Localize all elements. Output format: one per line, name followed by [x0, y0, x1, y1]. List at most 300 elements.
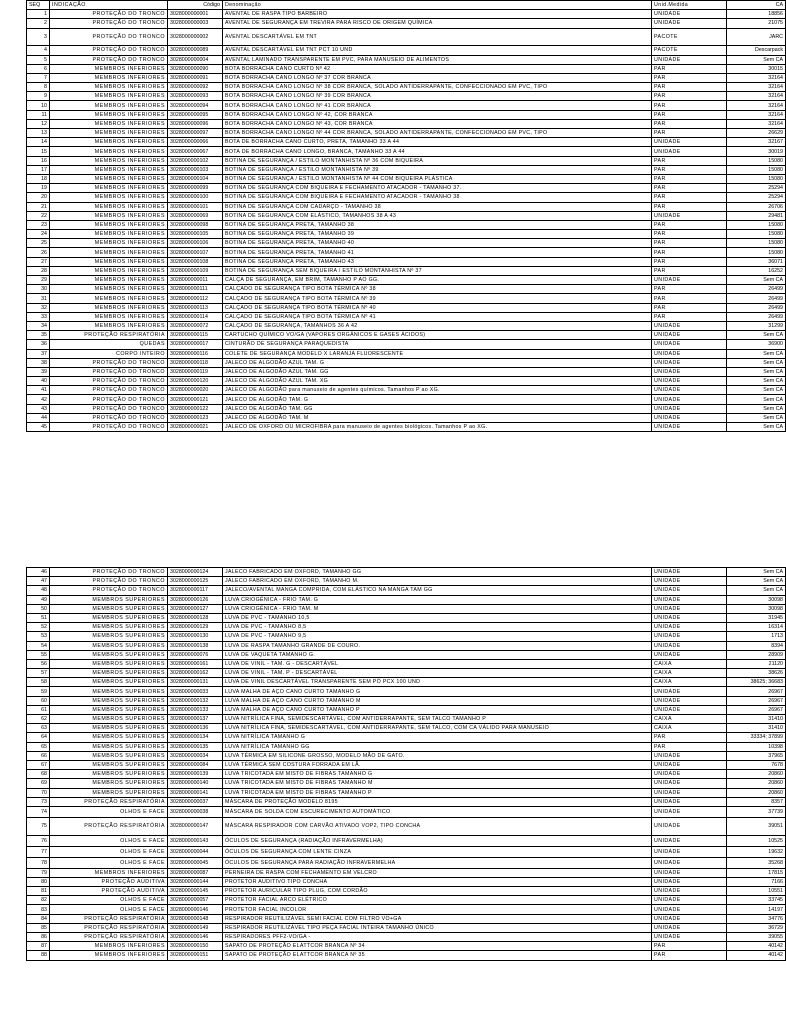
cell-seq: 50: [27, 604, 50, 613]
cell-ca: 15080: [727, 156, 786, 165]
cell-codigo: 3028000000112: [168, 294, 223, 303]
cell-codigo: 3028000000087: [168, 868, 223, 877]
cell-seq: 22: [27, 211, 50, 220]
table-row: [27, 349, 786, 358]
cell-indicacao: MEMBROS INFERIORES: [50, 220, 168, 229]
cell-indicacao: QUEDAS: [50, 340, 168, 349]
cell-unid-medida: UNIDADE: [652, 760, 727, 769]
cell-codigo: 3028000000076: [168, 650, 223, 659]
cell-ca: Sem CA: [727, 404, 786, 413]
cell-ca: Sem CA: [727, 276, 786, 285]
cell-codigo: 3028000000145: [168, 887, 223, 896]
cell-denominacao: CINTURÃO DE SEGURANÇA PARAQUEDISTA: [223, 340, 652, 349]
table-row: [27, 568, 786, 577]
cell-indicacao: MEMBROS INFERIORES: [50, 156, 168, 165]
cell-denominacao: SAPATO DE PROTEÇÃO ELATTCOR BRANCA Nº 34: [223, 942, 652, 951]
cell-seq: 64: [27, 733, 50, 742]
cell-seq: 46: [27, 568, 50, 577]
cell-indicacao: PROTEÇÃO DO TRONCO: [50, 46, 168, 55]
table-row: [27, 294, 786, 303]
cell-seq: 16: [27, 156, 50, 165]
cell-indicacao: MEMBROS INFERIORES: [50, 110, 168, 119]
cell-seq: 7: [27, 73, 50, 82]
cell-ca: 32164: [727, 92, 786, 101]
cell-codigo: 3028000000126: [168, 595, 223, 604]
cell-unid-medida: UNIDADE: [652, 147, 727, 156]
cell-indicacao: PROTEÇÃO RESPIRATÓRIA: [50, 932, 168, 941]
cell-unid-medida: UNIDADE: [652, 340, 727, 349]
cell-denominacao: AVENTAL DE RASPA TIPO BARBEIRO: [223, 10, 652, 19]
cell-unid-medida: UNIDADE: [652, 367, 727, 376]
cell-denominacao: JALECO/AVENTAL MANGA COMPRIDA, COM ELÁSTICO NA MANGA TAM GG: [223, 586, 652, 595]
cell-codigo: 3028000000098: [168, 220, 223, 229]
cell-denominacao: LUVA TÉRMICA EM SILICONE GROSSO, MODELO MÃO DE GATO.: [223, 751, 652, 760]
table-row: [27, 650, 786, 659]
cell-codigo: 3028000000002: [168, 28, 223, 46]
table-row: [27, 586, 786, 595]
cell-denominacao: LUVA MALHA DE AÇO CANO CURTO TAMANHO G: [223, 687, 652, 696]
cell-codigo: 3028000000100: [168, 193, 223, 202]
cell-indicacao: OLHOS E FACE: [50, 846, 168, 857]
cell-denominacao: ÓCULOS DE SEGURANÇA PARA RADIAÇÃO INFRAVERMELHA: [223, 857, 652, 868]
cell-codigo: 3028000000044: [168, 846, 223, 857]
cell-seq: 26: [27, 248, 50, 257]
cell-ca: 20860: [727, 788, 786, 797]
cell-seq: 27: [27, 257, 50, 266]
cell-ca: 32164: [727, 83, 786, 92]
cell-ca: 37739: [727, 806, 786, 817]
cell-seq: 59: [27, 687, 50, 696]
cell-seq: 69: [27, 779, 50, 788]
cell-codigo: 3028000000116: [168, 349, 223, 358]
cell-indicacao: PROTEÇÃO RESPIRATÓRIA: [50, 817, 168, 835]
cell-indicacao: OLHOS E FACE: [50, 835, 168, 846]
cell-seq: 34: [27, 321, 50, 330]
header-seq: SEQ: [27, 1, 50, 10]
cell-unid-medida: UNIDADE: [652, 358, 727, 367]
cell-ca: 10551: [727, 887, 786, 896]
cell-unid-medida: PAR: [652, 129, 727, 138]
table-row: [27, 165, 786, 174]
table-row: [27, 423, 786, 432]
table-header: [27, 1, 786, 10]
cell-codigo: 3028000000123: [168, 413, 223, 422]
table-row: [27, 28, 786, 46]
cell-denominacao: BOTA BORRACHA CANO LONGO Nº 38 COR BRANCA, SOLADO ANTIDERRAPANTE, CONFECCIONADO EM PVC, TIPO: [223, 83, 652, 92]
cell-denominacao: RESPIRADORES PFF2-VO/GA -: [223, 932, 652, 941]
table-row: [27, 276, 786, 285]
table-row: [27, 914, 786, 923]
table-row: [27, 951, 786, 960]
table-row: [27, 321, 786, 330]
table-row: [27, 83, 786, 92]
cell-codigo: 3028000000090: [168, 64, 223, 73]
cell-seq: 1: [27, 10, 50, 19]
table-row: [27, 367, 786, 376]
epi-table-part-2: [26, 567, 786, 961]
table-row: [27, 760, 786, 769]
cell-seq: 81: [27, 887, 50, 896]
cell-codigo: 3028000000102: [168, 156, 223, 165]
table-row: [27, 715, 786, 724]
cell-unid-medida: UNIDADE: [652, 331, 727, 340]
cell-unid-medida: UNIDADE: [652, 55, 727, 64]
table-row: [27, 877, 786, 886]
cell-unid-medida: PAR: [652, 257, 727, 266]
cell-unid-medida: PAR: [652, 239, 727, 248]
cell-indicacao: MEMBROS INFERIORES: [50, 83, 168, 92]
cell-denominacao: JALECO DE ALGODÃO AZUL TAM. G: [223, 358, 652, 367]
cell-indicacao: MEMBROS SUPERIORES: [50, 779, 168, 788]
table-row: [27, 174, 786, 183]
cell-indicacao: MEMBROS INFERIORES: [50, 868, 168, 877]
cell-indicacao: MEMBROS INFERIORES: [50, 239, 168, 248]
cell-denominacao: AVENTAL DE SEGURANÇA EM TREVIRA PARA RISCO DE ORIGEM QUÍMICA: [223, 19, 652, 28]
cell-unid-medida: PACOTE: [652, 46, 727, 55]
cell-indicacao: MEMBROS SUPERIORES: [50, 659, 168, 668]
cell-codigo: 3028000000150: [168, 942, 223, 951]
cell-unid-medida: PAR: [652, 119, 727, 128]
table-row: [27, 303, 786, 312]
cell-codigo: 3028000000161: [168, 659, 223, 668]
cell-unid-medida: UNIDADE: [652, 788, 727, 797]
cell-unid-medida: CAIXA: [652, 669, 727, 678]
cell-ca: 36071: [727, 257, 786, 266]
cell-unid-medida: CAIXA: [652, 724, 727, 733]
table-row: [27, 404, 786, 413]
cell-codigo: 3028000000147: [168, 817, 223, 835]
cell-denominacao: PROTETOR AURICULAR TIPO PLUG, COM CORDÃO: [223, 887, 652, 896]
cell-ca: 8357: [727, 797, 786, 806]
cell-indicacao: MEMBROS SUPERIORES: [50, 715, 168, 724]
cell-denominacao: BOTA BORRACHA CANO LONGO Nº 44 COR BRANCA, SOLADO ANTIDERRAPANTE, CONFECCIONADO EM PVC, TIPO: [223, 129, 652, 138]
table-row: [27, 239, 786, 248]
cell-ca: 30098: [727, 604, 786, 613]
cell-denominacao: CARTUCHO QUÍMICO VO/GA (VAPORES ORGÂNICOS E GASES ÁCIDOS): [223, 331, 652, 340]
cell-ca: 30015: [727, 64, 786, 73]
cell-ca: Sem CA: [727, 423, 786, 432]
cell-ca: 15080: [727, 165, 786, 174]
cell-indicacao: PROTEÇÃO RESPIRATÓRIA: [50, 797, 168, 806]
cell-seq: 86: [27, 932, 50, 941]
cell-ca: Sem CA: [727, 577, 786, 586]
cell-indicacao: MEMBROS INFERIORES: [50, 248, 168, 257]
cell-ca: Sem CA: [727, 55, 786, 64]
cell-codigo: 3028000000045: [168, 857, 223, 868]
cell-codigo: 3028000000131: [168, 678, 223, 687]
cell-codigo: 3028000000106: [168, 239, 223, 248]
cell-indicacao: MEMBROS INFERIORES: [50, 285, 168, 294]
cell-denominacao: BOTINA DE SEGURANÇA COM BIQUEIRA E FECHAMENTO ATACADOR - TAMANHO 38: [223, 193, 652, 202]
cell-ca: 31945: [727, 613, 786, 622]
cell-seq: 68: [27, 770, 50, 779]
cell-ca: 40142: [727, 951, 786, 960]
cell-seq: 23: [27, 220, 50, 229]
table-row: [27, 751, 786, 760]
cell-denominacao: LUVA TRICOTADA EM MISTO DE FIBRAS TAMANHO P: [223, 788, 652, 797]
cell-unid-medida: UNIDADE: [652, 138, 727, 147]
cell-seq: 44: [27, 413, 50, 422]
cell-unid-medida: PACOTE: [652, 28, 727, 46]
cell-denominacao: LUVA DE VAQUETA TAMANHO G.: [223, 650, 652, 659]
cell-codigo: 3028000000057: [168, 896, 223, 905]
cell-seq: 6: [27, 64, 50, 73]
cell-seq: 3: [27, 28, 50, 46]
cell-denominacao: BOTA DE BORRACHA CANO LONGO, BRANCA, TAMANHO 33 A 44: [223, 147, 652, 156]
cell-indicacao: MEMBROS INFERIORES: [50, 257, 168, 266]
cell-codigo: 3028000000097: [168, 129, 223, 138]
cell-denominacao: MÁSCARA DE SOLDA COM ESCURECIMENTO AUTOMÁTICO: [223, 806, 652, 817]
cell-codigo: 3028000000011: [168, 276, 223, 285]
cell-denominacao: PERNEIRA DE RASPA COM FECHAMENTO EM VELCRO: [223, 868, 652, 877]
cell-indicacao: MEMBROS INFERIORES: [50, 303, 168, 312]
cell-indicacao: MEMBROS INFERIORES: [50, 184, 168, 193]
cell-indicacao: PROTEÇÃO DO TRONCO: [50, 413, 168, 422]
cell-codigo: 3028000000020: [168, 386, 223, 395]
cell-denominacao: BOTA BORRACHA CANO CURTO Nº 42: [223, 64, 652, 73]
cell-seq: 45: [27, 423, 50, 432]
cell-codigo: 3028000000151: [168, 951, 223, 960]
cell-unid-medida: PAR: [652, 64, 727, 73]
cell-seq: 36: [27, 340, 50, 349]
cell-indicacao: MEMBROS SUPERIORES: [50, 724, 168, 733]
cell-seq: 83: [27, 905, 50, 914]
cell-seq: 31: [27, 294, 50, 303]
cell-indicacao: PROTEÇÃO RESPIRATÓRIA: [50, 914, 168, 923]
cell-codigo: 3028000000105: [168, 230, 223, 239]
cell-ca: 7678: [727, 760, 786, 769]
cell-indicacao: MEMBROS INFERIORES: [50, 119, 168, 128]
cell-indicacao: MEMBROS INFERIORES: [50, 321, 168, 330]
cell-denominacao: LUVA NITRÍLICA FINA, SEMIDESCARTÁVEL, COM ANTIDERRAPANTE, SEM TALCO, COM CA VÁLIDO PARA MANUSEIO: [223, 724, 652, 733]
table-row: [27, 138, 786, 147]
header-ca: CA: [727, 1, 786, 10]
cell-codigo: 3028000000099: [168, 184, 223, 193]
cell-indicacao: MEMBROS SUPERIORES: [50, 678, 168, 687]
cell-seq: 12: [27, 119, 50, 128]
cell-denominacao: CALÇADO DE SEGURANÇA TIPO BOTA TÉRMICA Nº 41: [223, 312, 652, 321]
cell-seq: 48: [27, 586, 50, 595]
table-row: [27, 835, 786, 846]
table-row: [27, 868, 786, 877]
cell-codigo: 3028000000072: [168, 321, 223, 330]
cell-unid-medida: PAR: [652, 73, 727, 82]
table-row: [27, 696, 786, 705]
cell-indicacao: PROTEÇÃO DO TRONCO: [50, 367, 168, 376]
cell-ca: 15080: [727, 174, 786, 183]
cell-denominacao: LUVA DE PVC - TAMANHO 8,5: [223, 623, 652, 632]
cell-ca: 14197: [727, 905, 786, 914]
cell-ca: Sem CA: [727, 413, 786, 422]
cell-seq: 85: [27, 923, 50, 932]
cell-unid-medida: PAR: [652, 942, 727, 951]
cell-codigo: 3028000000130: [168, 632, 223, 641]
cell-indicacao: MEMBROS INFERIORES: [50, 165, 168, 174]
cell-unid-medida: PAR: [652, 294, 727, 303]
cell-ca: Descarpack: [727, 46, 786, 55]
cell-denominacao: BOTA BORRACHA CANO LONGO Nº 37 COR BRANCA: [223, 73, 652, 82]
cell-ca: Sem CA: [727, 568, 786, 577]
cell-unid-medida: UNIDADE: [652, 887, 727, 896]
table-row: [27, 257, 786, 266]
cell-unid-medida: PAR: [652, 184, 727, 193]
cell-unid-medida: UNIDADE: [652, 770, 727, 779]
cell-codigo: 3028000000162: [168, 669, 223, 678]
cell-codigo: 3028000000037: [168, 797, 223, 806]
table-body-1: [27, 10, 786, 432]
header-unid-medida: Unid.Medida: [652, 1, 727, 10]
cell-indicacao: MEMBROS SUPERIORES: [50, 687, 168, 696]
cell-codigo: 3028000000091: [168, 73, 223, 82]
cell-ca: 40142: [727, 942, 786, 951]
cell-codigo: 3028000000017: [168, 340, 223, 349]
cell-ca: 25294: [727, 184, 786, 193]
table-row: [27, 340, 786, 349]
cell-unid-medida: PAR: [652, 174, 727, 183]
cell-denominacao: LUVA CRIOGÊNICA - FRIO TAM. M: [223, 604, 652, 613]
cell-indicacao: PROTEÇÃO DO TRONCO: [50, 358, 168, 367]
cell-denominacao: BOTINA DE SEGURANÇA PRETA, TAMANHO 43: [223, 257, 652, 266]
cell-ca: 26499: [727, 303, 786, 312]
cell-seq: 19: [27, 184, 50, 193]
cell-denominacao: BOTINA DE SEGURANÇA PRETA, TAMANHO 40: [223, 239, 652, 248]
cell-denominacao: MÁSCARA DE PROTEÇÃO MODELO 8195: [223, 797, 652, 806]
table-row: [27, 623, 786, 632]
cell-denominacao: BOTA BORRACHA CANO LONGO Nº 42, COR BRANCA: [223, 110, 652, 119]
cell-codigo: 3028000000118: [168, 358, 223, 367]
cell-denominacao: AVENTAL DESCARTÁVEL EM TNT: [223, 28, 652, 46]
cell-indicacao: MEMBROS SUPERIORES: [50, 696, 168, 705]
cell-indicacao: PROTEÇÃO DO TRONCO: [50, 55, 168, 64]
table-row: [27, 211, 786, 220]
cell-seq: 66: [27, 751, 50, 760]
table-row: [27, 386, 786, 395]
cell-ca: Sem CA: [727, 367, 786, 376]
cell-denominacao: BOTINA DE SEGURANÇA PRETA, TAMANHO 41: [223, 248, 652, 257]
cell-denominacao: JALECO DE ALGODÃO AZUL TAM. XG: [223, 377, 652, 386]
cell-codigo: 3028000000108: [168, 257, 223, 266]
cell-codigo: 3028000000146: [168, 905, 223, 914]
cell-denominacao: LUVA NITRÍLICA TAMANHO G: [223, 733, 652, 742]
cell-codigo: 3028000000146: [168, 932, 223, 941]
cell-denominacao: LUVA TRICOTADA EM MISTO DE FIBRAS TAMANHO M: [223, 779, 652, 788]
cell-ca: 32164: [727, 101, 786, 110]
cell-indicacao: OLHOS E FACE: [50, 896, 168, 905]
cell-ca: Sem CA: [727, 377, 786, 386]
cell-ca: 26499: [727, 312, 786, 321]
cell-ca: 26967: [727, 687, 786, 696]
cell-indicacao: MEMBROS SUPERIORES: [50, 751, 168, 760]
cell-unid-medida: UNIDADE: [652, 568, 727, 577]
cell-codigo: 3028000000140: [168, 779, 223, 788]
cell-ca: 39051: [727, 817, 786, 835]
table-row: [27, 669, 786, 678]
cell-denominacao: CALÇADO DE SEGURANÇA TIPO BOTA TÉRMICA Nº 40: [223, 303, 652, 312]
cell-ca: 26967: [727, 705, 786, 714]
cell-ca: 30019: [727, 147, 786, 156]
table-row: [27, 932, 786, 941]
cell-denominacao: COLETE DE SEGURANÇA MODELO X LARANJA FLUORESCENTE: [223, 349, 652, 358]
cell-indicacao: MEMBROS SUPERIORES: [50, 733, 168, 742]
table-row: [27, 184, 786, 193]
table-row: [27, 156, 786, 165]
cell-ca: 15080: [727, 220, 786, 229]
cell-codigo: 3028000000038: [168, 806, 223, 817]
cell-denominacao: BOTINA DE SEGURANÇA COM BIQUEIRA E FECHAMENTO ATACADOR - TAMANHO 37.: [223, 184, 652, 193]
table-row: [27, 857, 786, 868]
cell-codigo: 3028000000117: [168, 586, 223, 595]
cell-indicacao: MEMBROS INFERIORES: [50, 211, 168, 220]
cell-denominacao: AVENTAL LAMINADO TRANSPARENTE EM PVC, PARA MANUSEIO DE ALIMENTOS: [223, 55, 652, 64]
cell-unid-medida: UNIDADE: [652, 349, 727, 358]
cell-denominacao: BOTINA DE SEGURANÇA SEM BIQUEIRA / ESTILO MONTANHISTA Nº 37: [223, 266, 652, 275]
table-row: [27, 942, 786, 951]
cell-ca: 29481: [727, 211, 786, 220]
cell-seq: 40: [27, 377, 50, 386]
cell-unid-medida: UNIDADE: [652, 613, 727, 622]
cell-seq: 39: [27, 367, 50, 376]
cell-ca: 18856: [727, 10, 786, 19]
cell-unid-medida: UNIDADE: [652, 923, 727, 932]
table-row: [27, 119, 786, 128]
cell-denominacao: BOTINA DE SEGURANÇA COM CADARÇO - TAMANHO 38: [223, 202, 652, 211]
cell-ca: 26499: [727, 294, 786, 303]
cell-ca: 8394: [727, 641, 786, 650]
cell-indicacao: PROTEÇÃO DO TRONCO: [50, 423, 168, 432]
cell-seq: 60: [27, 696, 50, 705]
cell-indicacao: MEMBROS SUPERIORES: [50, 742, 168, 751]
cell-ca: 10398: [727, 742, 786, 751]
cell-unid-medida: PAR: [652, 101, 727, 110]
cell-codigo: 3028000000144: [168, 877, 223, 886]
cell-codigo: 3028000000133: [168, 705, 223, 714]
cell-ca: 31410: [727, 715, 786, 724]
cell-codigo: 3028000000109: [168, 266, 223, 275]
cell-codigo: 3028000000004: [168, 55, 223, 64]
cell-unid-medida: PAR: [652, 303, 727, 312]
cell-denominacao: BOTA BORRACHA CANO LONGO Nº 41 COR BRANCA: [223, 101, 652, 110]
header-indicacao: INDICAÇÃO: [50, 1, 168, 10]
table-row: [27, 577, 786, 586]
cell-codigo: 3028000000066: [168, 138, 223, 147]
cell-codigo: 3028000000107: [168, 248, 223, 257]
table-row: [27, 724, 786, 733]
cell-unid-medida: UNIDADE: [652, 641, 727, 650]
cell-seq: 24: [27, 230, 50, 239]
cell-unid-medida: UNIDADE: [652, 896, 727, 905]
cell-indicacao: PROTEÇÃO DO TRONCO: [50, 404, 168, 413]
cell-codigo: 3028000000103: [168, 165, 223, 174]
cell-unid-medida: PAR: [652, 951, 727, 960]
cell-seq: 9: [27, 92, 50, 101]
cell-denominacao: BOTINA DE SEGURANÇA PRETA, TAMANHO 39: [223, 230, 652, 239]
cell-denominacao: BOTA BORRACHA CANO LONGO Nº 43, COR BRANCA: [223, 119, 652, 128]
table-row: [27, 147, 786, 156]
table-row: [27, 55, 786, 64]
cell-codigo: 3028000000135: [168, 742, 223, 751]
cell-unid-medida: PAR: [652, 202, 727, 211]
cell-denominacao: LUVA CRIOGÊNICA - FRIO TAM. G: [223, 595, 652, 604]
cell-ca: Sem CA: [727, 349, 786, 358]
cell-indicacao: PROTEÇÃO AUDITIVA: [50, 887, 168, 896]
cell-codigo: 3028000000067: [168, 147, 223, 156]
cell-ca: 26629: [727, 129, 786, 138]
cell-indicacao: MEMBROS INFERIORES: [50, 147, 168, 156]
cell-denominacao: CALÇA DE SEGURANÇA, EM BRIM, TAMANHO P AO GG.: [223, 276, 652, 285]
cell-seq: 14: [27, 138, 50, 147]
cell-codigo: 3028000000136: [168, 724, 223, 733]
cell-unid-medida: PAR: [652, 248, 727, 257]
